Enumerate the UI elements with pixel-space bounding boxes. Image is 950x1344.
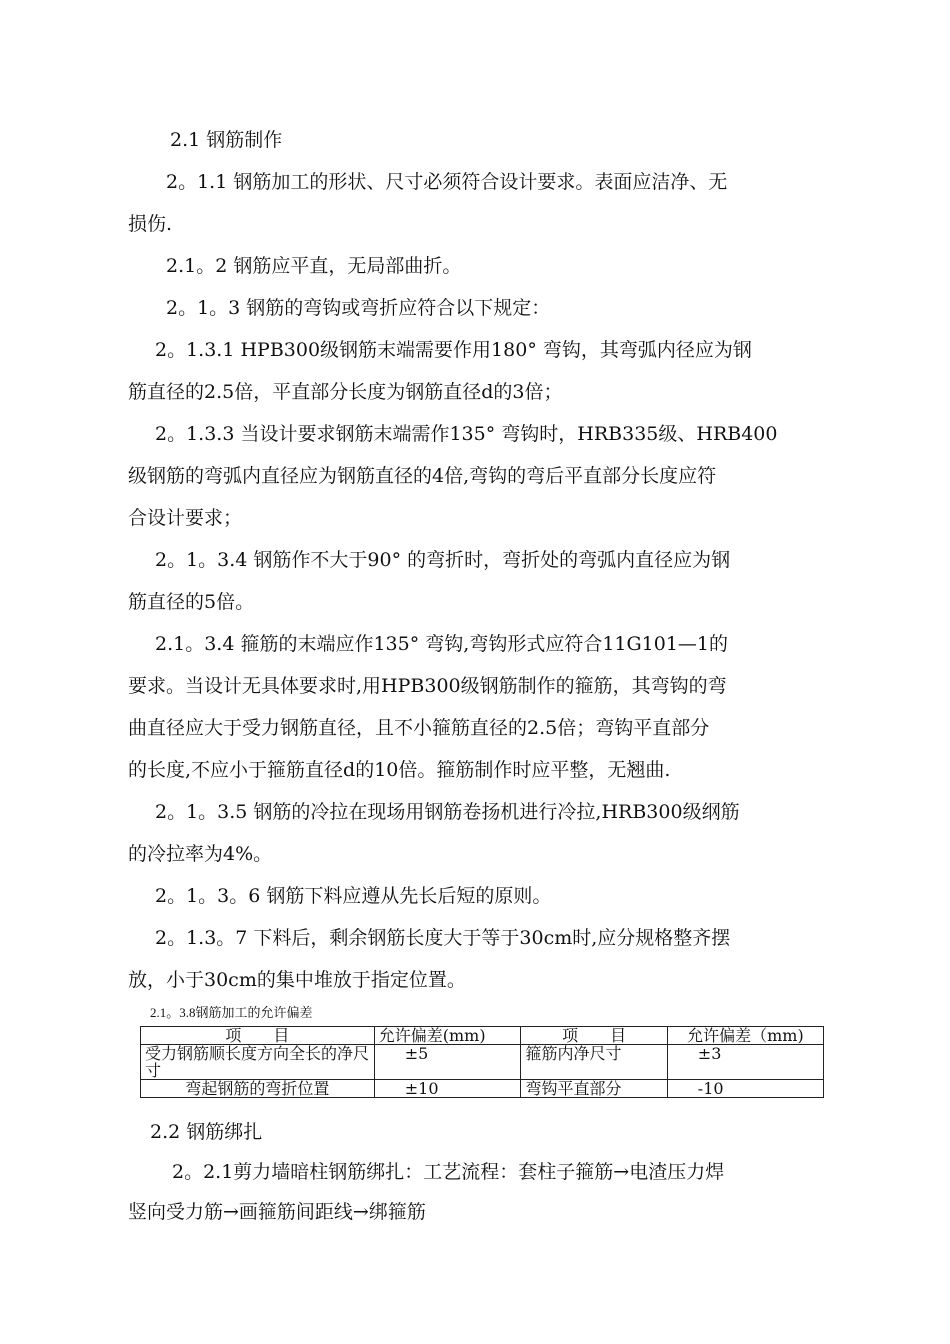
section-heading: 2.1 钢筋制作 (170, 129, 283, 151)
paragraph-line: 曲直径应大于受力钢筋直径，且不小箍筋直径的2.5倍；弯钩平直部分 (128, 717, 710, 739)
header-cell: 项 目 (141, 1027, 375, 1045)
table-cell: ±5 (374, 1045, 521, 1080)
header-cell: 允许偏差(mm) (374, 1027, 521, 1045)
paragraph-line: 2。1.3。7 下料后，剩余钢筋长度大于等于30cm时,应分规格整齐摆 (155, 927, 731, 949)
paragraph-line: 2。1。3.5 钢筋的冷拉在现场用钢筋卷扬机进行冷拉,HRB300级纲筋 (155, 801, 740, 823)
table-cell: 受力钢筋顺长度方向全长的净尺寸 (141, 1045, 375, 1080)
paragraph-line: 竖向受力筋→画箍筋间距线→绑箍筋 (128, 1201, 426, 1223)
table-cell: ±3 (667, 1045, 823, 1080)
table-header-row (141, 1027, 824, 1045)
header-cell: 项 目 (521, 1027, 667, 1045)
paragraph-line: 2。1.3.1 HPB300级钢筋末端需要作用180° 弯钩，其弯弧内径应为钢 (155, 339, 752, 361)
paragraph-line: 级钢筋的弯弧内直径应为钢筋直径的4倍,弯钩的弯后平直部分长度应符 (128, 465, 717, 487)
paragraph-line: 损伤. (128, 213, 173, 235)
paragraph-line: 2。1.3.3 当设计要求钢筋末端需作135° 弯钩时，HRB335级、HRB400 (155, 423, 778, 445)
paragraph-line: 2.1。3.4 箍筋的末端应作135° 弯钩,弯钩形式应符合11G101—1的 (155, 633, 729, 655)
table-caption: 2.1。3.8钢筋加工的允许偏差 (150, 1005, 313, 1020)
paragraph-line: 2。1。3.4 钢筋作不大于90° 的弯折时，弯折处的弯弧内直径应为钢 (155, 549, 731, 571)
section-heading: 2.2 钢筋绑扎 (150, 1121, 263, 1143)
header-cell: 允许偏差（mm) (667, 1027, 823, 1045)
table-row (141, 1080, 824, 1098)
paragraph-line: 筋直径的5倍。 (128, 591, 255, 613)
table-cell: -10 (667, 1080, 823, 1098)
paragraph-line: 放，小于30cm的集中堆放于指定位置。 (128, 969, 466, 991)
table-cell: 箍筋内净尺寸 (521, 1045, 667, 1080)
paragraph-line: 2。1.1 钢筋加工的形状、尺寸必须符合设计要求。表面应洁净、无 (166, 171, 728, 193)
table-cell: 弯起钢筋的弯折位置 (141, 1080, 375, 1098)
table-row (141, 1045, 824, 1080)
paragraph-line: 2。1。3。6 钢筋下料应遵从先长后短的原则。 (155, 885, 552, 907)
paragraph-line: 2.1。2 钢筋应平直，无局部曲折。 (166, 255, 462, 277)
tolerance-table (140, 1026, 824, 1098)
paragraph-line: 筋直径的2.5倍，平直部分长度为钢筋直径d的3倍； (128, 381, 563, 403)
paragraph-line: 2。1。3 钢筋的弯钩或弯折应符合以下规定： (166, 297, 551, 319)
paragraph-line: 的冷拉率为4%。 (128, 843, 273, 865)
paragraph-line: 的长度,不应小于箍筋直径d的10倍。箍筋制作时应平整，无翘曲. (128, 759, 671, 781)
table-cell: ±10 (374, 1080, 521, 1098)
paragraph-line: 合设计要求； (128, 507, 243, 529)
paragraph-line: 要求。当设计无具体要求时,用HPB300级钢筋制作的箍筋，其弯钩的弯 (128, 675, 727, 697)
paragraph-line: 2。2.1剪力墙暗柱钢筋绑扎：工艺流程：套柱子箍筋→电渣压力焊 (172, 1161, 725, 1183)
table-cell: 弯钩平直部分 (521, 1080, 667, 1098)
